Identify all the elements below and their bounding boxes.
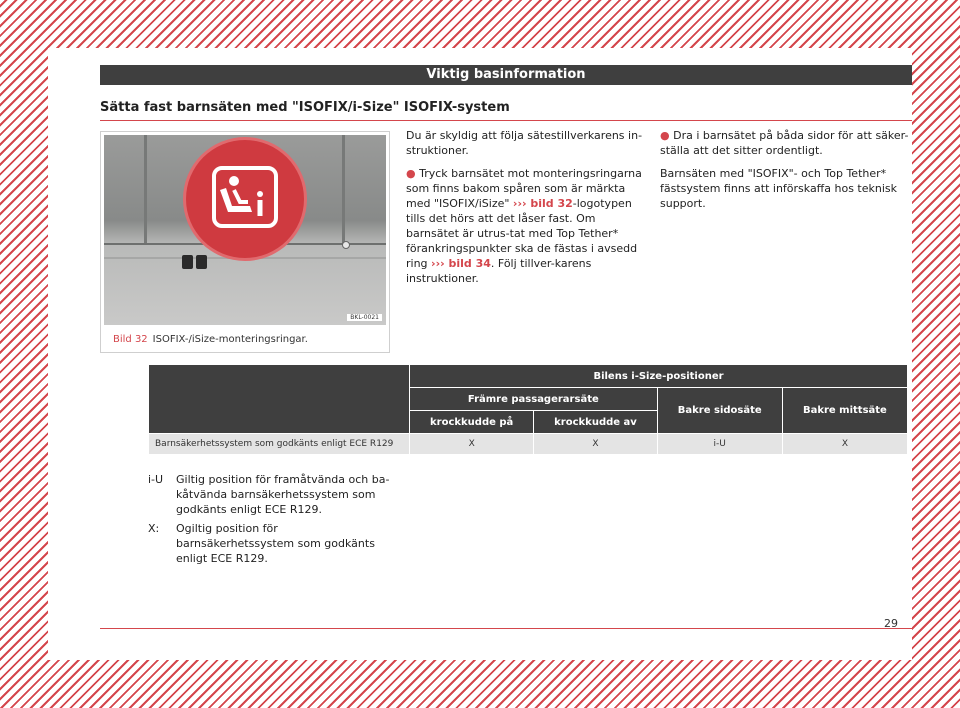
table-row bbox=[149, 434, 908, 455]
table-header-rear-side: Bakre sidosäte bbox=[657, 388, 782, 434]
isofix-photo bbox=[104, 135, 386, 325]
bullet-icon: ● bbox=[406, 167, 416, 180]
page-number: 29 bbox=[884, 617, 898, 630]
figure-caption-text: ISOFIX-/iSize-monteringsringar. bbox=[152, 334, 308, 345]
figure-label: Bild 32 bbox=[113, 334, 148, 345]
table-header-airbag-on: krockkudde på bbox=[410, 411, 534, 434]
table-group-header: Bilens i-Size-positioner bbox=[410, 365, 908, 388]
table-cell: X bbox=[782, 434, 907, 455]
paragraph: Barnsäten med "ISOFIX"- och Top Tether* fästsystem finns att införskaffa hos teknisk support. bbox=[660, 167, 898, 210]
bullet-icon: ● bbox=[660, 129, 670, 142]
legend-item bbox=[148, 472, 398, 517]
footer-divider bbox=[100, 628, 912, 629]
isize-positions-table bbox=[148, 364, 908, 455]
section-header: Viktig basinformation bbox=[100, 65, 912, 85]
table-legend bbox=[148, 472, 398, 570]
text: Dra i barnsätet på båda sidor för att säker-ställa att det sitter ordentligt. bbox=[660, 129, 909, 157]
table-corner bbox=[149, 365, 410, 434]
figure-code: BKL-0021 bbox=[347, 314, 382, 321]
paragraph: Du är skyldig att följa sätestillverkarens in-struktioner. bbox=[406, 129, 643, 157]
column-right bbox=[660, 128, 910, 219]
column-middle bbox=[406, 128, 644, 294]
page bbox=[48, 48, 912, 660]
table-row-label: Barnsäkerhetssystem som godkänts enligt ECE R129 bbox=[149, 434, 410, 455]
legend-key: i-U bbox=[148, 473, 164, 486]
legend-item bbox=[148, 521, 398, 566]
table-header-front: Främre passagerarsäte bbox=[410, 388, 658, 411]
belt-buckle-slot bbox=[182, 255, 193, 269]
child-seat-icon bbox=[212, 166, 278, 228]
bullet-paragraph bbox=[660, 128, 910, 158]
figure-ref-link[interactable]: ››› bild 32 bbox=[512, 197, 573, 210]
figure-ref-link[interactable]: ››› bild 34 bbox=[431, 257, 491, 270]
legend-key: X: bbox=[148, 522, 160, 535]
legend-text: Ogiltig position för barnsäkerhetssystem som godkänts enligt ECE R129. bbox=[176, 522, 375, 565]
table-cell: i-U bbox=[657, 434, 782, 455]
text: . Följ tillver-karens instruktioner. bbox=[406, 257, 592, 285]
page-title: Sätta fast barnsäten med "ISOFIX/i-Size" ISOFIX-system bbox=[100, 100, 510, 115]
title-divider bbox=[100, 120, 912, 121]
text: -logotypen tills det hörs att det låser fast. Om barnsätet är utrus-tat med Top Tether* förankringspunkter ska de fästas i avsedd ring bbox=[406, 197, 638, 270]
child-seat-i-icon bbox=[216, 170, 274, 224]
table-cell: X bbox=[534, 434, 657, 455]
bullet-paragraph bbox=[406, 166, 644, 286]
figure-caption bbox=[113, 334, 308, 345]
belt-buckle-slot bbox=[196, 255, 207, 269]
text: Tryck barnsätet mot monteringsringarna som finns bakom spåren som är märkta med "ISOFIX/iSize" bbox=[406, 167, 642, 210]
isofix-badge-icon bbox=[186, 140, 304, 258]
table-header-airbag-off: krockkudde av bbox=[534, 411, 657, 434]
legend-text: Giltig position för framåtvända och ba-kåtvända barnsäkerhetssystem som godkänts enligt ECE R129. bbox=[176, 473, 390, 516]
table-cell: X bbox=[410, 434, 534, 455]
isofix-ring bbox=[342, 241, 350, 249]
seat-seam bbox=[144, 135, 147, 245]
figure-32 bbox=[100, 131, 390, 353]
table-header-rear-middle: Bakre mittsäte bbox=[782, 388, 907, 434]
seat-seam bbox=[342, 135, 345, 245]
